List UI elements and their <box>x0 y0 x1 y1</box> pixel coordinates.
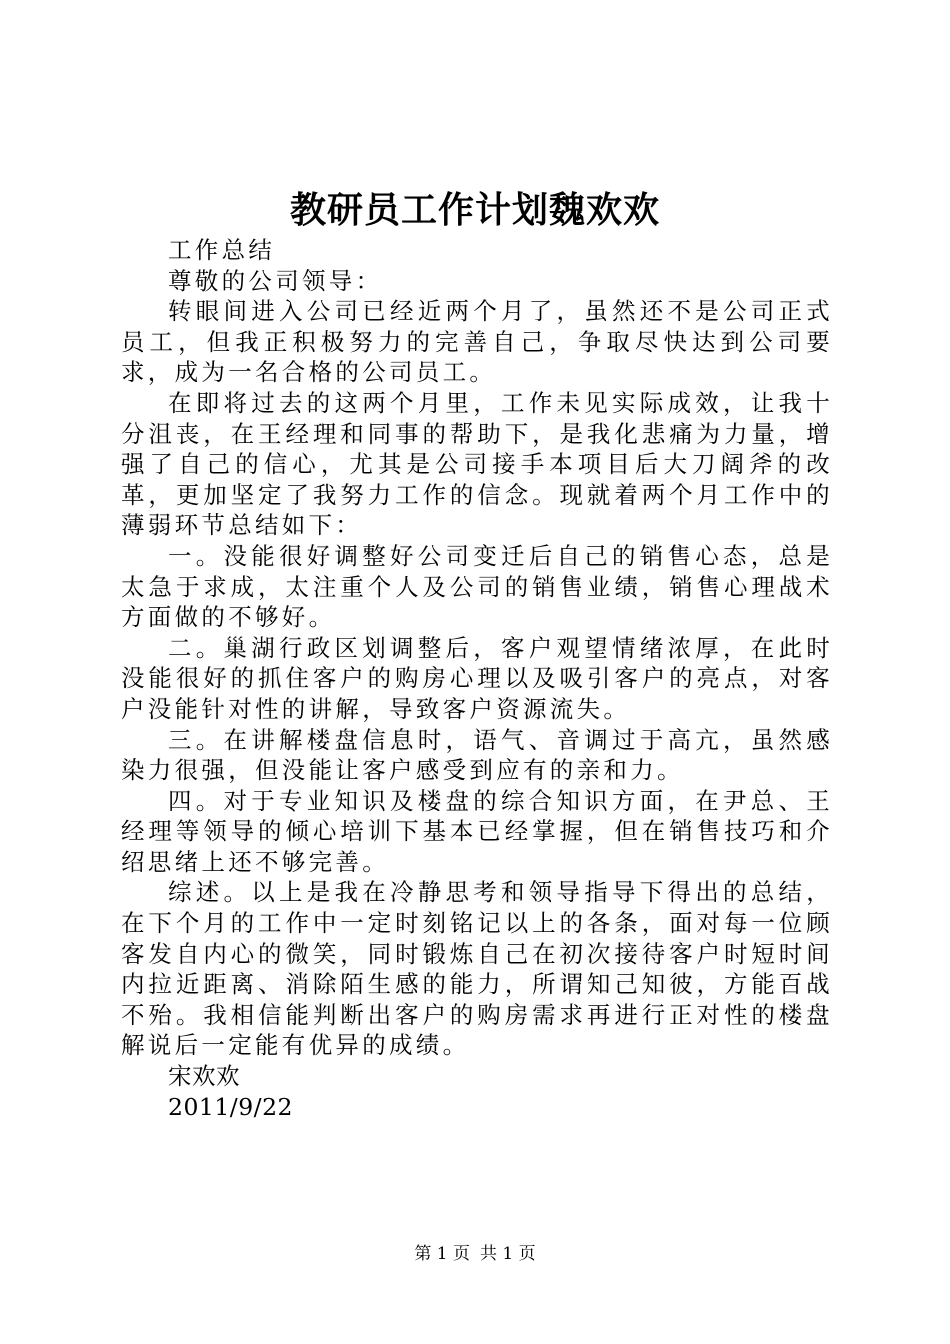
paragraph: 转眼间进入公司已经近两个月了，虽然还不是公司正式员工，但我正积极努力的完善自己，争取尽快达到公司要求，成为一名合格的公司员工。 <box>121 297 833 387</box>
signature-date: 2011/9/22 <box>168 1092 293 1121</box>
salutation: 尊敬的公司领导： <box>168 266 383 295</box>
paragraph-item-2: 二。巢湖行政区划调整后，客户观望情绪浓厚，在此时没能很好的抓住客户的购房心理以及吸引客户的亮点，对客户没能针对性的讲解，导致客户资源流失。 <box>121 633 833 723</box>
paragraph-item-4: 四。对于专业知识及楼盘的综合知识方面，在尹总、王经理等领导的倾心培训下基本已经掌握，但在销售技巧和介绍思绪上还不够完善。 <box>121 786 833 876</box>
paragraph: 在即将过去的这两个月里，工作未见实际成效，让我十分沮丧，在王经理和同事的帮助下，是我化悲痛为力量，增强了自己的信心，尤其是公司接手本项目后大刀阔斧的改革，更加坚定了我努力工作的信念。现就着两个月工作中的薄弱环节总结如下： <box>121 388 833 540</box>
paragraph-item-1: 一。没能很好调整好公司变迁后自己的销售心态，总是太急于求成，太注重个人及公司的销售业绩，销售心理战术方面做的不够好。 <box>121 541 833 632</box>
paragraph-item-3: 三。在讲解楼盘信息时，语气、音调过于高亢，虽然感染力很强，但没能让客户感受到应有的亲和力。 <box>121 725 833 785</box>
page-total: 共 1 页 <box>480 1244 536 1264</box>
signature-name: 宋欢欢 <box>168 1062 240 1091</box>
heading-work-summary: 工作总结 <box>168 236 276 264</box>
paragraph-summary: 综述。以上是我在冷静思考和领导指导下得出的总结，在下个月的工作中一定时刻铭记以上的各条，面对每一位顾客发自内心的微笑，同时锻炼自己在初次接待客户时短时间内拉近距离、消除陌生感的能力，所谓知己知彼，方能百战不殆。我相信能判断出客户的购房需求再进行正对性的楼盘解说后一定能有优异的成绩。 <box>121 878 833 1060</box>
page-number: 第 1 页 <box>414 1244 470 1264</box>
document-body <box>121 235 833 1122</box>
page-footer <box>0 1242 950 1266</box>
document-title: 教研员工作计划魏欢欢 <box>289 189 660 231</box>
